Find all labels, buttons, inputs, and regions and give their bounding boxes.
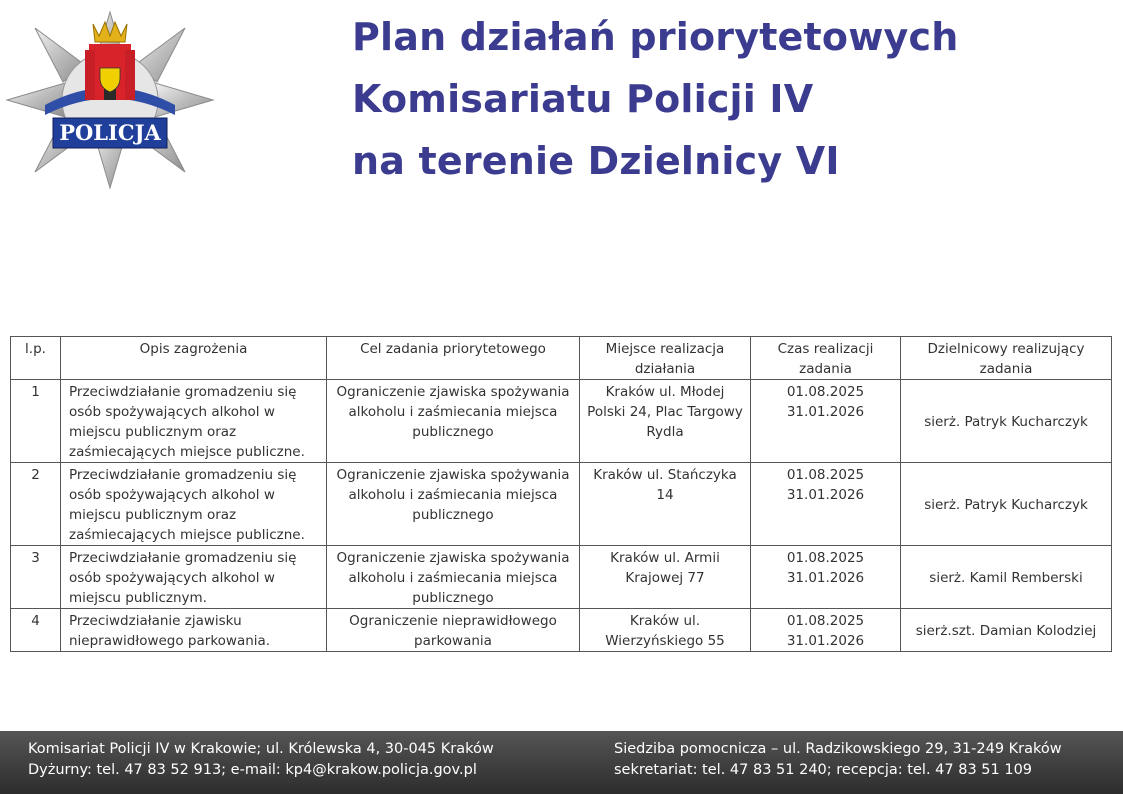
page-title (352, 6, 1092, 192)
cell-cel: Ograniczenie zjawiska spożywania alkoholu i zaśmiecania miejsca publicznego (327, 546, 580, 609)
cell-opis: Przeciwdziałanie gromadzeniu się osób spożywających alkohol w miejscu publicznym oraz zaśmiecających miejsce publiczne. (61, 463, 327, 546)
column-header-lp: l.p. (11, 337, 61, 380)
cell-cel: Ograniczenie nieprawidłowego parkowania (327, 609, 580, 652)
table-row (11, 609, 1112, 652)
cell-czas (751, 463, 901, 546)
column-header-czas: Czas realizacji zadania (751, 337, 901, 380)
cell-opis: Przeciwdziałanie gromadzeniu się osób spożywających alkohol w miejscu publicznym oraz zaśmiecających miejsce publiczne. (61, 380, 327, 463)
title-line-1: Plan działań priorytetowych (352, 15, 959, 59)
footer-bar (0, 731, 1123, 794)
footer-branch-contact: sekretariat: tel. 47 83 51 240; recepcja: tel. 47 83 51 109 (614, 762, 1033, 778)
czas-do: 31.01.2026 (786, 487, 865, 503)
czas-do: 31.01.2026 (786, 570, 865, 586)
column-header-dzielnicowy: Dzielnicowy realizujący zadania (901, 337, 1112, 380)
footer-main-office (28, 739, 494, 781)
column-header-cel: Cel zadania priorytetowego (327, 337, 580, 380)
police-star-logo (5, 10, 215, 190)
cell-czas (751, 546, 901, 609)
cell-dzielnicowy: sierż.szt. Damian Kolodziej (901, 609, 1112, 652)
footer-branch-office (614, 739, 1062, 781)
cell-czas (751, 609, 901, 652)
cell-cel: Ograniczenie zjawiska spożywania alkoholu i zaśmiecania miejsca publicznego (327, 380, 580, 463)
cell-lp: 3 (11, 546, 61, 609)
title-line-2: Komisariatu Policji IV (352, 77, 814, 121)
cell-lp: 2 (11, 463, 61, 546)
czas-od: 01.08.2025 (786, 613, 865, 629)
title-line-3: na terenie Dzielnicy VI (352, 139, 840, 183)
cell-dzielnicowy: sierż. Patryk Kucharczyk (901, 380, 1112, 463)
footer-branch-address: Siedziba pomocnicza – ul. Radzikowskiego 29, 31-249 Kraków (614, 741, 1062, 757)
column-header-miejsce: Miejsce realizacja działania (580, 337, 751, 380)
czas-od: 01.08.2025 (786, 550, 865, 566)
priority-plan-table (10, 336, 1112, 652)
cell-opis: Przeciwdziałanie gromadzeniu się osób spożywających alkohol w miejscu publicznym. (61, 546, 327, 609)
cell-lp: 4 (11, 609, 61, 652)
table-header-row (11, 337, 1112, 380)
cell-miejsce: Kraków ul. Armii Krajowej 77 (580, 546, 751, 609)
table-row (11, 463, 1112, 546)
czas-od: 01.08.2025 (786, 467, 865, 483)
czas-do: 31.01.2026 (786, 633, 865, 649)
czas-od: 01.08.2025 (786, 384, 865, 400)
table-row (11, 380, 1112, 463)
cell-lp: 1 (11, 380, 61, 463)
cell-dzielnicowy: sierż. Patryk Kucharczyk (901, 463, 1112, 546)
cell-dzielnicowy: sierż. Kamil Remberski (901, 546, 1112, 609)
cell-cel: Ograniczenie zjawiska spożywania alkoholu i zaśmiecania miejsca publicznego (327, 463, 580, 546)
cell-miejsce: Kraków ul. Wierzyńskiego 55 (580, 609, 751, 652)
footer-address: Komisariat Policji IV w Krakowie; ul. Królewska 4, 30-045 Kraków (28, 741, 494, 757)
cell-miejsce: Kraków ul. Młodej Polski 24, Plac Targowy Rydla (580, 380, 751, 463)
column-header-opis: Opis zagrożenia (61, 337, 327, 380)
cell-opis: Przeciwdziałanie zjawisku nieprawidłowego parkowania. (61, 609, 327, 652)
logo-text: POLICJA (59, 120, 161, 145)
czas-do: 31.01.2026 (786, 404, 865, 420)
table-row (11, 546, 1112, 609)
footer-contact: Dyżurny: tel. 47 83 52 913; e-mail: kp4@krakow.policja.gov.pl (28, 762, 477, 778)
cell-czas (751, 380, 901, 463)
cell-miejsce: Kraków ul. Stańczyka 14 (580, 463, 751, 546)
